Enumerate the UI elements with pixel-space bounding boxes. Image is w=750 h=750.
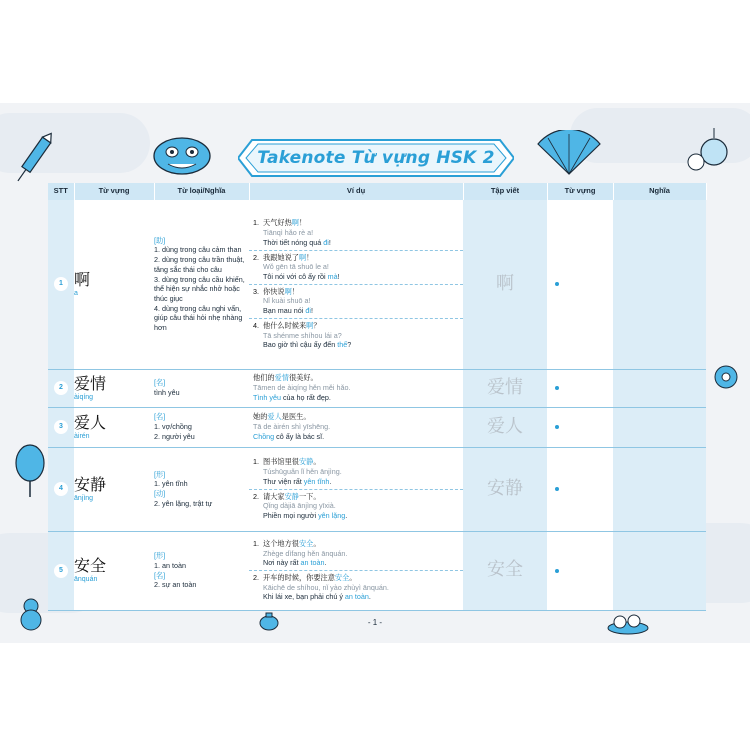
example-number: 2.: [253, 573, 259, 582]
example-pinyin: Zhège dìfang hěn ānquán.: [263, 548, 348, 558]
practice-trace-text: 爱人: [487, 415, 523, 437]
word-cell: [74, 407, 154, 447]
table-row: [48, 447, 706, 531]
example-number: 2.: [253, 252, 259, 262]
bullet-icon: [555, 386, 559, 390]
row-number: 5: [54, 564, 68, 578]
example-pinyin: Nǐ kuài shuō a!: [263, 296, 311, 306]
pos-meaning: 1. dùng trong câu cảm than: [154, 245, 242, 255]
review-meaning-cell[interactable]: [613, 200, 706, 369]
example-sentence: [249, 371, 463, 404]
examples-cell: [249, 407, 463, 447]
part-of-speech-cell: [154, 531, 249, 610]
word-hanzi: 爱情: [74, 373, 107, 393]
example-number: 1.: [253, 457, 259, 467]
vocabulary-table: [48, 183, 707, 611]
bullet-icon: [555, 282, 559, 286]
practice-cell[interactable]: [463, 200, 547, 369]
table-row: [48, 200, 706, 369]
example-translation: Bao giờ thì cậu ấy đến thế?: [263, 340, 352, 350]
word-pinyin: a: [74, 290, 78, 298]
example-chinese: 2. 我跟她说了啊！: [253, 252, 314, 262]
word-cell: [74, 447, 154, 531]
pos-meaning: 3. dùng trong câu cầu khiến, thể hiện sự nhắc nhở hoặc thúc giục: [154, 274, 245, 303]
word-pinyin: àirén: [74, 432, 90, 440]
pos-meaning: 2. người yêu: [154, 431, 195, 441]
row-number-cell: [48, 200, 74, 369]
review-word-cell[interactable]: [547, 447, 613, 531]
examples-cell: [249, 200, 463, 369]
example-number: 2.: [253, 491, 259, 501]
review-word-cell[interactable]: [547, 369, 613, 407]
bullet-icon: [555, 569, 559, 573]
pos-meaning: 2. sự an toàn: [154, 580, 197, 590]
flower-icon: [708, 362, 744, 392]
example-chinese: 他们的爱情很美好。: [253, 373, 318, 383]
pos-meaning: 1. vợ/chồng: [154, 422, 192, 432]
header-vocabulary-review: Từ vựng: [547, 183, 613, 200]
header-vocabulary: Từ vựng: [74, 183, 154, 200]
word-pinyin: ānquán: [74, 576, 98, 584]
example-sentence: [249, 490, 463, 523]
word-cell: [74, 200, 154, 369]
pos-tag: [动]: [154, 489, 166, 498]
example-pinyin: Tiānqì hǎo rè a!: [263, 228, 314, 238]
practice-trace-text: 啊: [496, 273, 514, 295]
example-pinyin: Kāichē de shíhou, nǐ yào zhùyì ānquán.: [263, 582, 389, 592]
practice-trace-text: 爱情: [487, 376, 523, 398]
example-translation: Khi lái xe, bạn phải chú ý an toàn.: [263, 592, 371, 602]
lantern-icon: [684, 128, 736, 178]
row-number: 3: [54, 420, 68, 434]
header-example: Ví dụ: [249, 183, 463, 200]
pos-meaning: 1. yên tĩnh: [154, 479, 188, 489]
example-sentence: [249, 571, 463, 604]
example-sentence: [249, 410, 463, 443]
row-number: 4: [54, 482, 68, 496]
practice-cell[interactable]: [463, 369, 547, 407]
example-pinyin: Qǐng dàjiā ānjìng yīxià.: [263, 501, 336, 511]
review-meaning-cell[interactable]: [613, 447, 706, 531]
practice-trace-text: 安静: [487, 477, 523, 499]
pos-meaning: 2. dùng trong câu trần thuật, tăng sắc thái cho câu: [154, 255, 245, 274]
example-chinese: 4. 他什么时候来啊？: [253, 320, 321, 330]
example-chinese: 1. 天气好热啊！: [253, 218, 307, 228]
header-part-of-speech: Từ loại/Nghĩa: [154, 183, 249, 200]
example-chinese: 1. 图书馆里很安静。: [253, 457, 321, 467]
page-title: Takenote Từ vựng HSK 2: [257, 148, 495, 168]
part-of-speech-cell: [154, 200, 249, 369]
word-cell: [74, 369, 154, 407]
example-number: 4.: [253, 320, 259, 330]
example-sentence: [249, 251, 463, 285]
table-header-row: [48, 183, 706, 200]
row-number: 1: [54, 277, 68, 291]
review-word-cell[interactable]: [547, 531, 613, 610]
example-translation: Tình yêu của họ rất đẹp.: [253, 392, 331, 402]
example-translation: Nơi này rất an toàn.: [263, 558, 327, 568]
pos-meaning: tình yêu: [154, 388, 180, 397]
example-translation: Thời tiết nóng quá đi!: [263, 237, 331, 247]
example-sentence: [249, 216, 463, 250]
example-pinyin: Tā shénme shíhou lái a?: [263, 330, 342, 340]
examples-cell: [249, 531, 463, 610]
example-number: 1.: [253, 538, 259, 548]
word-pinyin: àiqíng: [74, 393, 94, 401]
table-row: [48, 407, 706, 447]
bullet-icon: [555, 425, 559, 429]
example-sentence: [249, 537, 463, 571]
pos-meaning: 2. yên lặng, trật tự: [154, 498, 213, 508]
header-stt: STT: [48, 183, 74, 200]
examples-cell: [249, 447, 463, 531]
table-body: [48, 200, 706, 610]
pos-tag: [名]: [154, 412, 166, 422]
page-number: - 1 -: [367, 618, 383, 627]
practice-cell[interactable]: [463, 531, 547, 610]
pos-meaning: 4. dùng trong câu nghi vấn, giúp câu thái hỏi nhẹ nhàng hơn: [154, 303, 243, 333]
examples-cell: [249, 369, 463, 407]
example-sentence: [249, 455, 463, 489]
row-number: 2: [54, 381, 68, 395]
pos-tag: [形]: [154, 551, 166, 561]
example-sentence: [249, 319, 463, 352]
example-translation: Tôi nói với cô ấy rồi mà!: [263, 272, 340, 282]
row-number-cell: [48, 407, 74, 447]
pos-tag: [名]: [154, 378, 166, 388]
example-pinyin: Tā de àirén shì yīshēng.: [253, 422, 331, 432]
part-of-speech-cell: [154, 407, 249, 447]
row-number-cell: [48, 531, 74, 610]
example-translation: Thư viện rất yên tĩnh.: [263, 476, 332, 486]
example-translation: Phiền mọi người yên lặng.: [263, 510, 348, 520]
pos-meaning: 1. an toàn: [154, 560, 186, 570]
example-chinese: 2. 开车的时候，你要注意安全。: [253, 573, 357, 582]
pos-tag: [形]: [154, 469, 166, 479]
header-practice: Tập viết: [463, 183, 547, 200]
title-container: [238, 136, 514, 180]
table-row: [48, 369, 706, 407]
example-chinese: 3. 你快说啊！: [253, 286, 299, 296]
bullet-icon: [555, 487, 559, 491]
example-number: 3.: [253, 286, 259, 296]
example-chinese: 1. 这个地方很安全。: [253, 538, 321, 548]
practice-cell[interactable]: [463, 447, 547, 531]
row-number-cell: [48, 447, 74, 531]
table-row: [48, 531, 706, 610]
hand-fan-icon: [536, 130, 602, 176]
example-pinyin: Túshūguǎn lǐ hěn ānjìng.: [263, 467, 342, 477]
example-chinese: 她的爱人是医生。: [253, 412, 311, 422]
word-hanzi: 安全: [74, 556, 107, 576]
example-pinyin: Wǒ gēn tā shuō le a!: [263, 262, 329, 272]
row-number-cell: [48, 369, 74, 407]
word-pinyin: ānjìng: [74, 494, 94, 502]
review-meaning-cell[interactable]: [613, 407, 706, 447]
example-translation: Bạn mau nói đi!: [263, 306, 313, 316]
example-pinyin: Tāmen de àiqíng hěn měi hǎo.: [253, 383, 351, 393]
header-meaning: Nghĩa: [613, 183, 706, 200]
example-sentence: [249, 285, 463, 319]
review-meaning-cell[interactable]: [613, 369, 706, 407]
pos-tag: [助]: [154, 235, 166, 245]
part-of-speech-cell: [154, 369, 249, 407]
example-translation: Chồng cô ấy là bác sĩ.: [253, 431, 325, 441]
review-meaning-cell[interactable]: [613, 531, 706, 610]
word-hanzi: 啊: [74, 269, 91, 289]
part-of-speech-cell: [154, 447, 249, 531]
review-word-cell[interactable]: [547, 407, 613, 447]
word-cell: [74, 531, 154, 610]
example-chinese: 2. 请大家安静一下。: [253, 491, 321, 501]
example-number: 1.: [253, 218, 259, 228]
paper-fan-icon: [10, 443, 50, 499]
practice-cell[interactable]: [463, 407, 547, 447]
lion-dance-icon: [150, 132, 214, 176]
rocket-icon: [14, 128, 54, 188]
word-hanzi: 爱人: [74, 412, 107, 432]
word-hanzi: 安静: [74, 474, 107, 494]
review-word-cell[interactable]: [547, 200, 613, 369]
pos-tag: [名]: [154, 570, 166, 580]
practice-trace-text: 安全: [487, 559, 523, 581]
